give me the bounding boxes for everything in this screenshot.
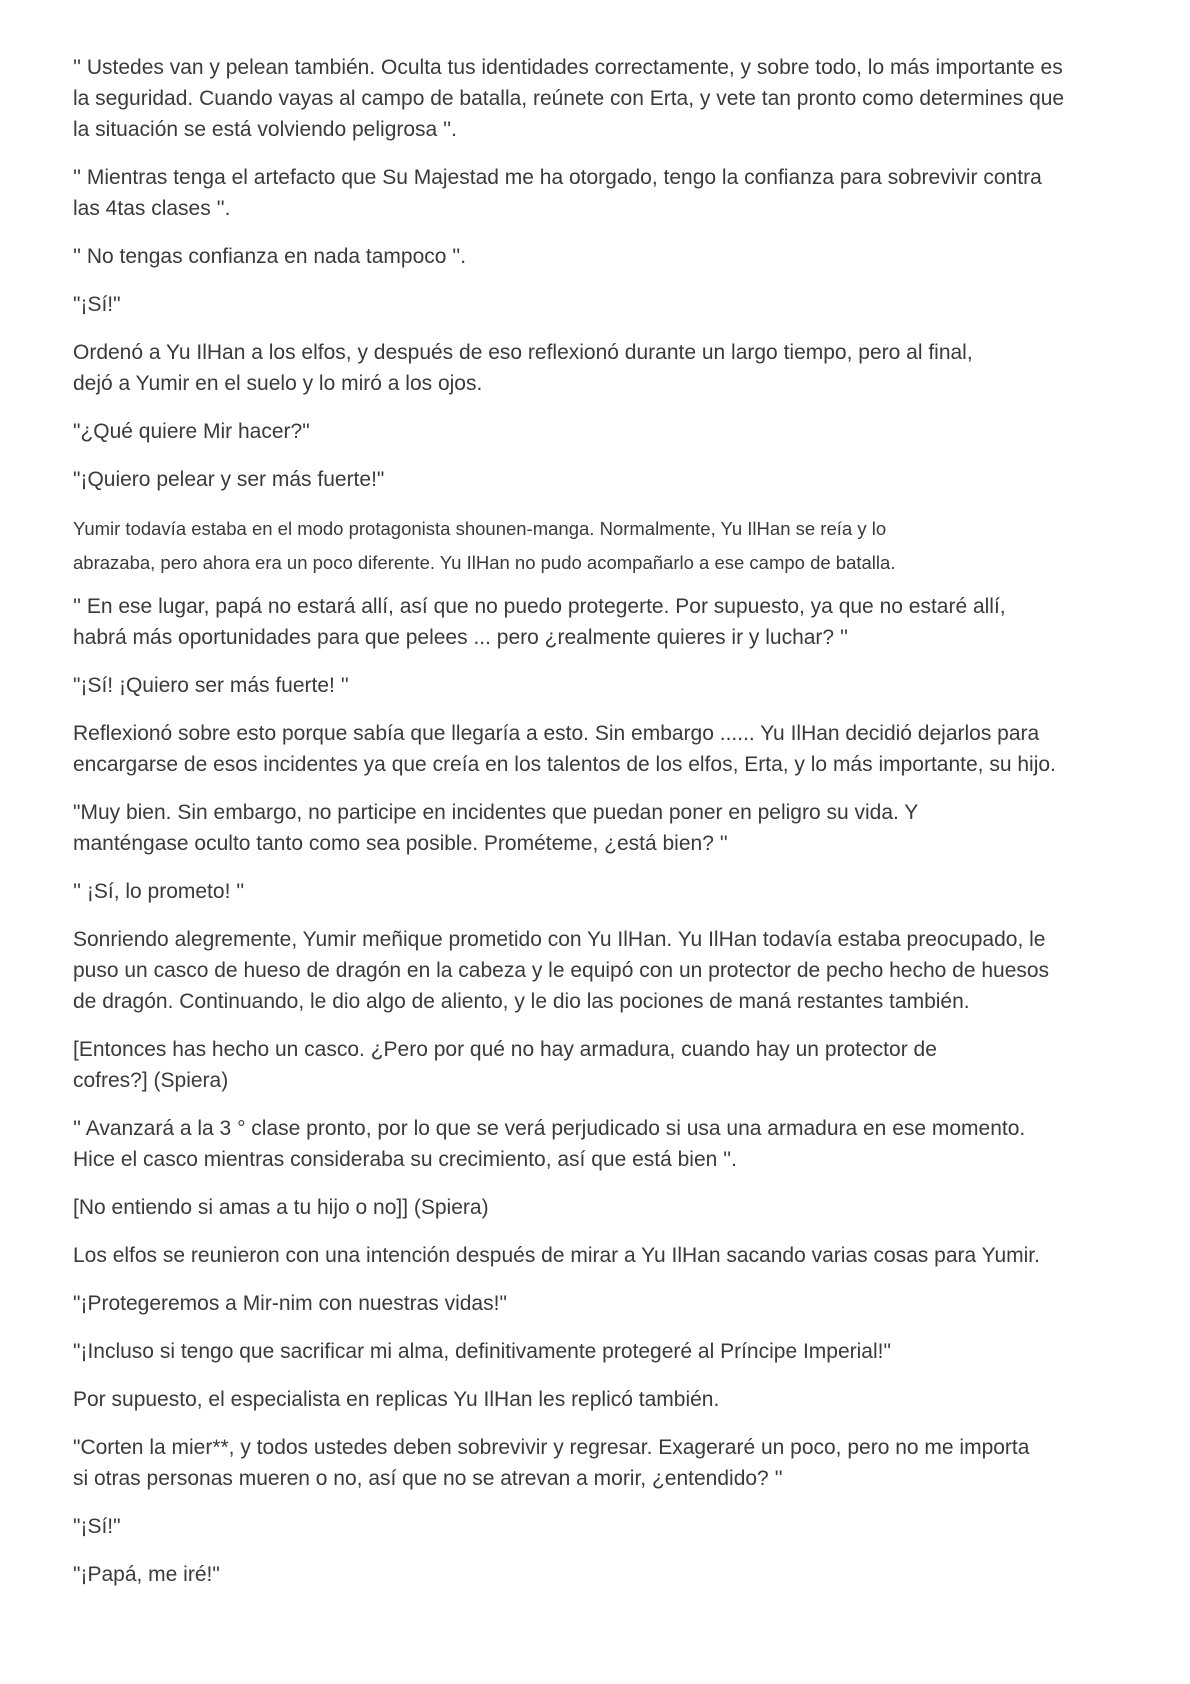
text-line: puso un casco de hueso de dragón en la cabeza y le equipó con un protector de pecho hecho de huesos [73, 959, 1050, 982]
text-line: "¡Quiero pelear y ser más fuerte!" [73, 468, 385, 491]
paragraph [73, 1336, 1133, 1367]
paragraph [73, 876, 1133, 907]
text-line: [Entonces has hecho un casco. ¿Pero por qué no hay armadura, cuando hay un protector de [73, 1038, 937, 1061]
text-line: "¡Sí!" [73, 1515, 121, 1538]
text-line: '' No tengas confianza en nada tampoco ''. [73, 245, 467, 268]
paragraph [73, 1432, 1133, 1494]
paragraph [73, 670, 1133, 701]
text-line: Hice el casco mientras consideraba su crecimiento, así que está bien ''. [73, 1148, 738, 1171]
paragraph [73, 52, 1133, 145]
paragraph [73, 1384, 1133, 1415]
text-line: "¿Qué quiere Mir hacer?" [73, 420, 310, 443]
document-page [73, 52, 1133, 1607]
paragraph [73, 162, 1133, 224]
text-line: Yumir todavía estaba en el modo protagonista shounen-manga. Normalmente, Yu IlHan se reía y lo [73, 518, 887, 539]
paragraph [73, 718, 1133, 780]
text-line: '' ¡Sí, lo prometo! '' [73, 880, 245, 903]
text-line: la situación se está volviendo peligrosa ''. [73, 118, 457, 141]
text-line: las 4tas clases ''. [73, 197, 231, 220]
paragraph [73, 337, 1133, 399]
paragraph [73, 924, 1133, 1017]
text-line: '' Mientras tenga el artefacto que Su Majestad me ha otorgado, tengo la confianza para sobrevivir contra [73, 166, 1042, 189]
text-line: "¡Sí!" [73, 293, 121, 316]
text-line: "¡Protegeremos a Mir-nim con nuestras vidas!" [73, 1292, 507, 1315]
text-line: Ordenó a Yu IlHan a los elfos, y después de eso reflexionó durante un largo tiempo, pero al final, [73, 341, 973, 364]
text-line: Reflexionó sobre esto porque sabía que llegaría a esto. Sin embargo ...... Yu IlHan decidió dejarlos para [73, 722, 1040, 745]
paragraph [73, 1240, 1133, 1271]
paragraph [73, 289, 1133, 320]
paragraph [73, 1113, 1133, 1175]
text-line: manténgase oculto tanto como sea posible. Prométeme, ¿está bien? '' [73, 832, 728, 855]
text-line: '' En ese lugar, papá no estará allí, así que no puedo protegerte. Por supuesto, ya que no estaré allí, [73, 595, 1006, 618]
text-line: "¡Incluso si tengo que sacrificar mi alma, definitivamente protegeré al Príncipe Imperial!" [73, 1340, 891, 1363]
text-line: de dragón. Continuando, le dio algo de aliento, y le dio las pociones de maná restantes también. [73, 990, 970, 1013]
paragraph [73, 464, 1133, 495]
paragraph [73, 241, 1133, 272]
paragraph [73, 797, 1133, 859]
text-line: "¡Sí! ¡Quiero ser más fuerte! '' [73, 674, 349, 697]
paragraph [73, 1288, 1133, 1319]
text-line: Por supuesto, el especialista en replicas Yu IlHan les replicó también. [73, 1388, 720, 1411]
text-line: cofres?] (Spiera) [73, 1069, 229, 1092]
text-line: la seguridad. Cuando vayas al campo de batalla, reúnete con Erta, y vete tan pronto como determines que [73, 87, 1065, 110]
text-line: "¡Papá, me iré!" [73, 1563, 220, 1586]
text-line: "Corten la mier**, y todos ustedes deben sobrevivir y regresar. Exageraré un poco, pero no me importa [73, 1436, 1030, 1459]
text-line: habrá más oportunidades para que pelees ... pero ¿realmente quieres ir y luchar? '' [73, 626, 848, 649]
text-line: "Muy bien. Sin embargo, no participe en incidentes que puedan poner en peligro su vida. Y [73, 801, 919, 824]
text-line: '' Avanzará a la 3 ° clase pronto, por lo que se verá perjudicado si usa una armadura en ese momento. [73, 1117, 1026, 1140]
paragraph [73, 1511, 1133, 1542]
text-line: abrazaba, pero ahora era un poco diferente. Yu IlHan no pudo acompañarlo a ese campo de batalla. [73, 552, 896, 573]
paragraph [73, 1559, 1133, 1590]
text-line: [No entiendo si amas a tu hijo o no]] (Spiera) [73, 1196, 489, 1219]
text-line: si otras personas mueren o no, así que no se atrevan a morir, ¿entendido? '' [73, 1467, 783, 1490]
paragraph [73, 1192, 1133, 1223]
paragraph [73, 416, 1133, 447]
text-line: Los elfos se reunieron con una intención después de mirar a Yu IlHan sacando varias cosas para Yumir. [73, 1244, 1040, 1267]
text-line: Sonriendo alegremente, Yumir meñique prometido con Yu IlHan. Yu IlHan todavía estaba preocupado, le [73, 928, 1046, 951]
text-line: '' Ustedes van y pelean también. Oculta tus identidades correctamente, y sobre todo, lo más importante es [73, 56, 1063, 79]
paragraph [73, 591, 1133, 653]
paragraph [73, 1034, 1133, 1096]
paragraph [73, 512, 1133, 580]
text-line: dejó a Yumir en el suelo y lo miró a los ojos. [73, 372, 483, 395]
text-line: encargarse de esos incidentes ya que creía en los talentos de los elfos, Erta, y lo más importante, su hijo. [73, 753, 1056, 776]
